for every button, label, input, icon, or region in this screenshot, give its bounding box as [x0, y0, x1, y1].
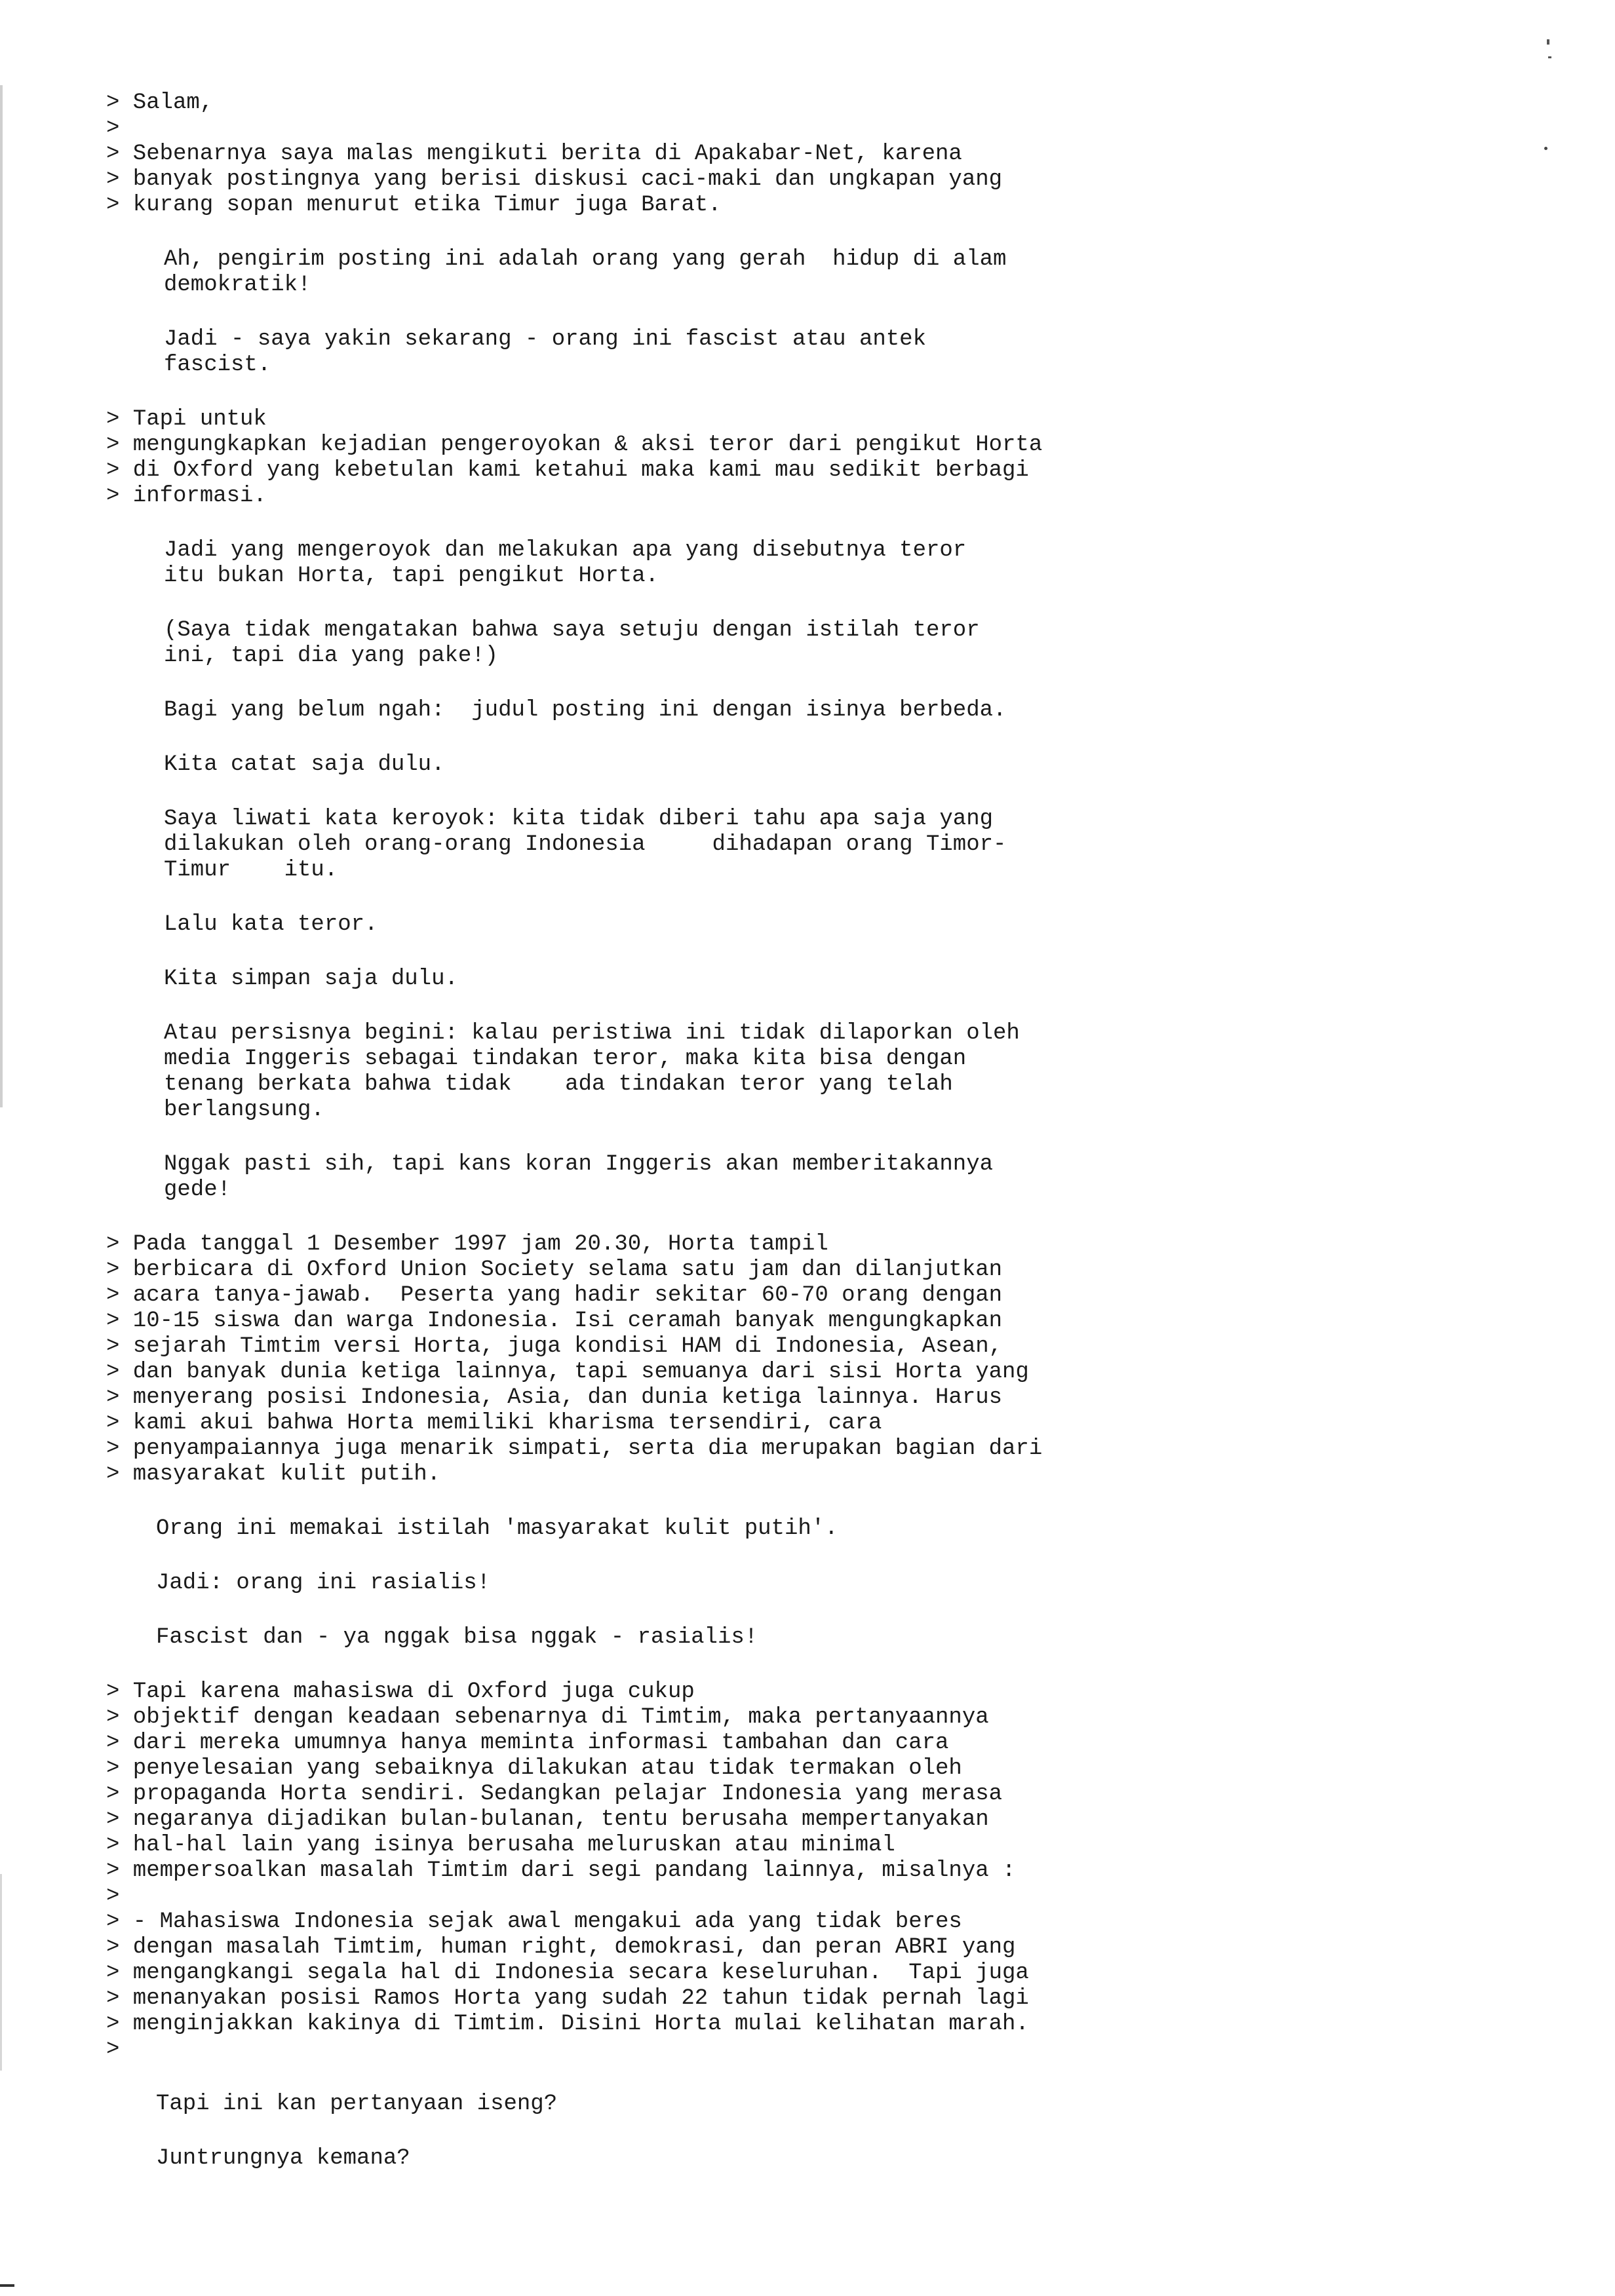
text-line: > Sebenarnya saya malas mengikuti berita di Apakabar-Net, karena [106, 142, 962, 166]
email-body [106, 90, 1496, 2172]
text-line: > Tapi karena mahasiswa di Oxford juga cukup [106, 1679, 695, 1704]
reply-paragraph [106, 1152, 1496, 1203]
scan-speck [1547, 39, 1549, 45]
reply-paragraph [106, 538, 1496, 589]
text-line: Atau persisnya begini: kalau peristiwa ini tidak dilaporkan oleh [164, 1021, 1020, 1046]
text-line: > dengan masalah Timtim, human right, demokrasi, dan peran ABRI yang [106, 1935, 1016, 1960]
paragraph-gap [106, 1487, 1496, 1516]
quoted-paragraph [106, 407, 1496, 509]
text-line: Nggak pasti sih, tapi kans koran Inggeris akan memberitakannya [164, 1152, 994, 1177]
paragraph-gap [106, 1203, 1496, 1232]
paragraph-gap [106, 298, 1496, 327]
paragraph-gap [106, 2117, 1496, 2146]
text-line: fascist. [164, 353, 271, 377]
text-line: Kita catat saja dulu. [164, 752, 445, 777]
text-line: Saya liwati kata keroyok: kita tidak diberi tahu apa saja yang [164, 807, 994, 832]
paragraph-gap [106, 778, 1496, 807]
text-line: > - Mahasiswa Indonesia sejak awal mengakui ada yang tidak beres [106, 1909, 962, 1934]
paragraph-gap [106, 883, 1496, 912]
paragraph-gap [106, 1651, 1496, 1679]
text-line: > mempersoalkan masalah Timtim dari segi pandang lainnya, misalnya : [106, 1858, 1016, 1883]
text-line: Bagi yang belum ngah: judul posting ini dengan isinya berbeda. [164, 698, 1007, 723]
text-line: > kami akui bahwa Horta memiliki kharisma tersendiri, cara [106, 1411, 882, 1436]
text-line: > objektif dengan keadaan sebenarnya di Timtim, maka pertanyaannya [106, 1705, 989, 1730]
text-line: > mengangkangi segala hal di Indonesia secara keseluruhan. Tapi juga [106, 1961, 1029, 1985]
text-line: > penyampaiannya juga menarik simpati, serta dia merupakan bagian dari [106, 1436, 1043, 1461]
text-line: > informasi. [106, 484, 267, 508]
reply-paragraph [106, 2092, 1496, 2117]
text-line: Fascist dan - ya nggak bisa nggak - rasialis! [156, 1625, 758, 1650]
text-line: > menyerang posisi Indonesia, Asia, dan dunia ketiga lainnya. Harus [106, 1385, 1003, 1410]
text-line: Jadi yang mengeroyok dan melakukan apa yang disebutnya teror [164, 538, 967, 563]
text-line: > menanyakan posisi Ramos Horta yang sudah 22 tahun tidak pernah lagi [106, 1986, 1029, 2011]
paragraph-gap [106, 669, 1496, 698]
text-line: Lalu kata teror. [164, 912, 378, 937]
text-line: > di Oxford yang kebetulan kami ketahui maka kami mau sedikit berbagi [106, 458, 1029, 483]
quoted-paragraph [106, 1232, 1496, 1487]
text-line: > [106, 1884, 120, 1909]
scan-left-edge-lower [0, 1874, 2, 2071]
text-line: > propaganda Horta sendiri. Sedangkan pelajar Indonesia yang merasa [106, 1782, 1003, 1807]
paragraph-gap [106, 992, 1496, 1021]
paragraph-gap [106, 378, 1496, 407]
scan-bottom-mark [0, 2284, 14, 2287]
paragraph-gap [106, 938, 1496, 966]
text-line: > sejarah Timtim versi Horta, juga kondisi HAM di Indonesia, Asean, [106, 1334, 1003, 1359]
text-line: > Tapi untuk [106, 407, 267, 432]
text-line: > Salam, [106, 90, 214, 115]
text-line: Orang ini memakai istilah 'masyarakat kulit putih'. [156, 1516, 838, 1541]
text-line: dilakukan oleh orang-orang Indonesia dihadapan orang Timor- [164, 832, 1007, 857]
reply-paragraph [106, 1021, 1496, 1123]
text-line: > penyelesaian yang sebaiknya dilakukan atau tidak termakan oleh [106, 1756, 962, 1781]
reply-paragraph [106, 1516, 1496, 1542]
paragraph-gap [106, 509, 1496, 538]
text-line: berlangsung. [164, 1098, 324, 1122]
reply-paragraph [106, 752, 1496, 778]
text-line: Jadi: orang ini rasialis! [156, 1571, 491, 1596]
reply-paragraph [106, 1571, 1496, 1596]
text-line: Juntrungnya kemana? [156, 2146, 410, 2171]
text-line: Jadi - saya yakin sekarang - orang ini fascist atau antek [164, 327, 926, 352]
text-line: > dari mereka umumnya hanya meminta informasi tambahan dan cara [106, 1731, 949, 1755]
text-line: > dan banyak dunia ketiga lainnya, tapi semuanya dari sisi Horta yang [106, 1360, 1029, 1385]
text-line: > hal-hal lain yang isinya berusaha meluruskan atau minimal [106, 1833, 895, 1858]
text-line: gede! [164, 1177, 231, 1202]
text-line: > 10-15 siswa dan warga Indonesia. Isi ceramah banyak mengungkapkan [106, 1309, 1003, 1333]
reply-paragraph [106, 247, 1496, 298]
text-line: > negaranya dijadikan bulan-bulanan, tentu berusaha mempertanyakan [106, 1807, 989, 1832]
reply-paragraph [106, 2146, 1496, 2172]
text-line: Tapi ini kan pertanyaan iseng? [156, 2092, 558, 2116]
reply-paragraph [106, 912, 1496, 938]
text-line: itu bukan Horta, tapi pengikut Horta. [164, 564, 659, 588]
paragraph-gap [106, 2063, 1496, 2092]
text-line: > kurang sopan menurut etika Timur juga Barat. [106, 193, 722, 218]
text-line: Timur itu. [164, 858, 338, 883]
text-line: > berbicara di Oxford Union Society selama satu jam dan dilanjutkan [106, 1257, 1003, 1282]
text-line: media Inggeris sebagai tindakan teror, maka kita bisa dengan [164, 1046, 967, 1071]
text-line: tenang berkata bahwa tidak ada tindakan teror yang telah [164, 1072, 953, 1097]
text-line: > [106, 2037, 120, 2062]
reply-paragraph [106, 327, 1496, 378]
text-line: > banyak postingnya yang berisi diskusi caci-maki dan ungkapan yang [106, 167, 1003, 192]
reply-paragraph [106, 1625, 1496, 1651]
text-line: > Pada tanggal 1 Desember 1997 jam 20.30, Horta tampil [106, 1232, 828, 1257]
reply-paragraph [106, 618, 1496, 669]
scan-speck [1544, 147, 1547, 150]
reply-paragraph [106, 807, 1496, 883]
text-line: ini, tapi dia yang pake!) [164, 643, 499, 668]
text-line: > menginjakkan kakinya di Timtim. Disini Horta mulai kelihatan marah. [106, 2012, 1029, 2037]
quoted-paragraph [106, 1679, 1496, 2063]
reply-paragraph [106, 698, 1496, 723]
text-line: > [106, 116, 120, 141]
paragraph-gap [106, 723, 1496, 752]
text-line: > masyarakat kulit putih. [106, 1462, 441, 1487]
paragraph-gap [106, 1596, 1496, 1625]
text-line: (Saya tidak mengatakan bahwa saya setuju dengan istilah teror [164, 618, 980, 643]
paragraph-gap [106, 218, 1496, 247]
paragraph-gap [106, 1123, 1496, 1152]
text-line: demokratik! [164, 273, 311, 297]
reply-paragraph [106, 966, 1496, 992]
text-line: > mengungkapkan kejadian pengeroyokan & aksi teror dari pengikut Horta [106, 432, 1043, 457]
quoted-paragraph [106, 90, 1496, 218]
text-line: Kita simpan saja dulu. [164, 966, 458, 991]
scan-left-edge [0, 85, 3, 1107]
text-line: Ah, pengirim posting ini adalah orang yang gerah hidup di alam [164, 247, 1007, 272]
scan-speck [1548, 56, 1551, 58]
paragraph-gap [106, 589, 1496, 618]
text-line: > acara tanya-jawab. Peserta yang hadir sekitar 60-70 orang dengan [106, 1283, 1003, 1308]
paragraph-gap [106, 1542, 1496, 1571]
